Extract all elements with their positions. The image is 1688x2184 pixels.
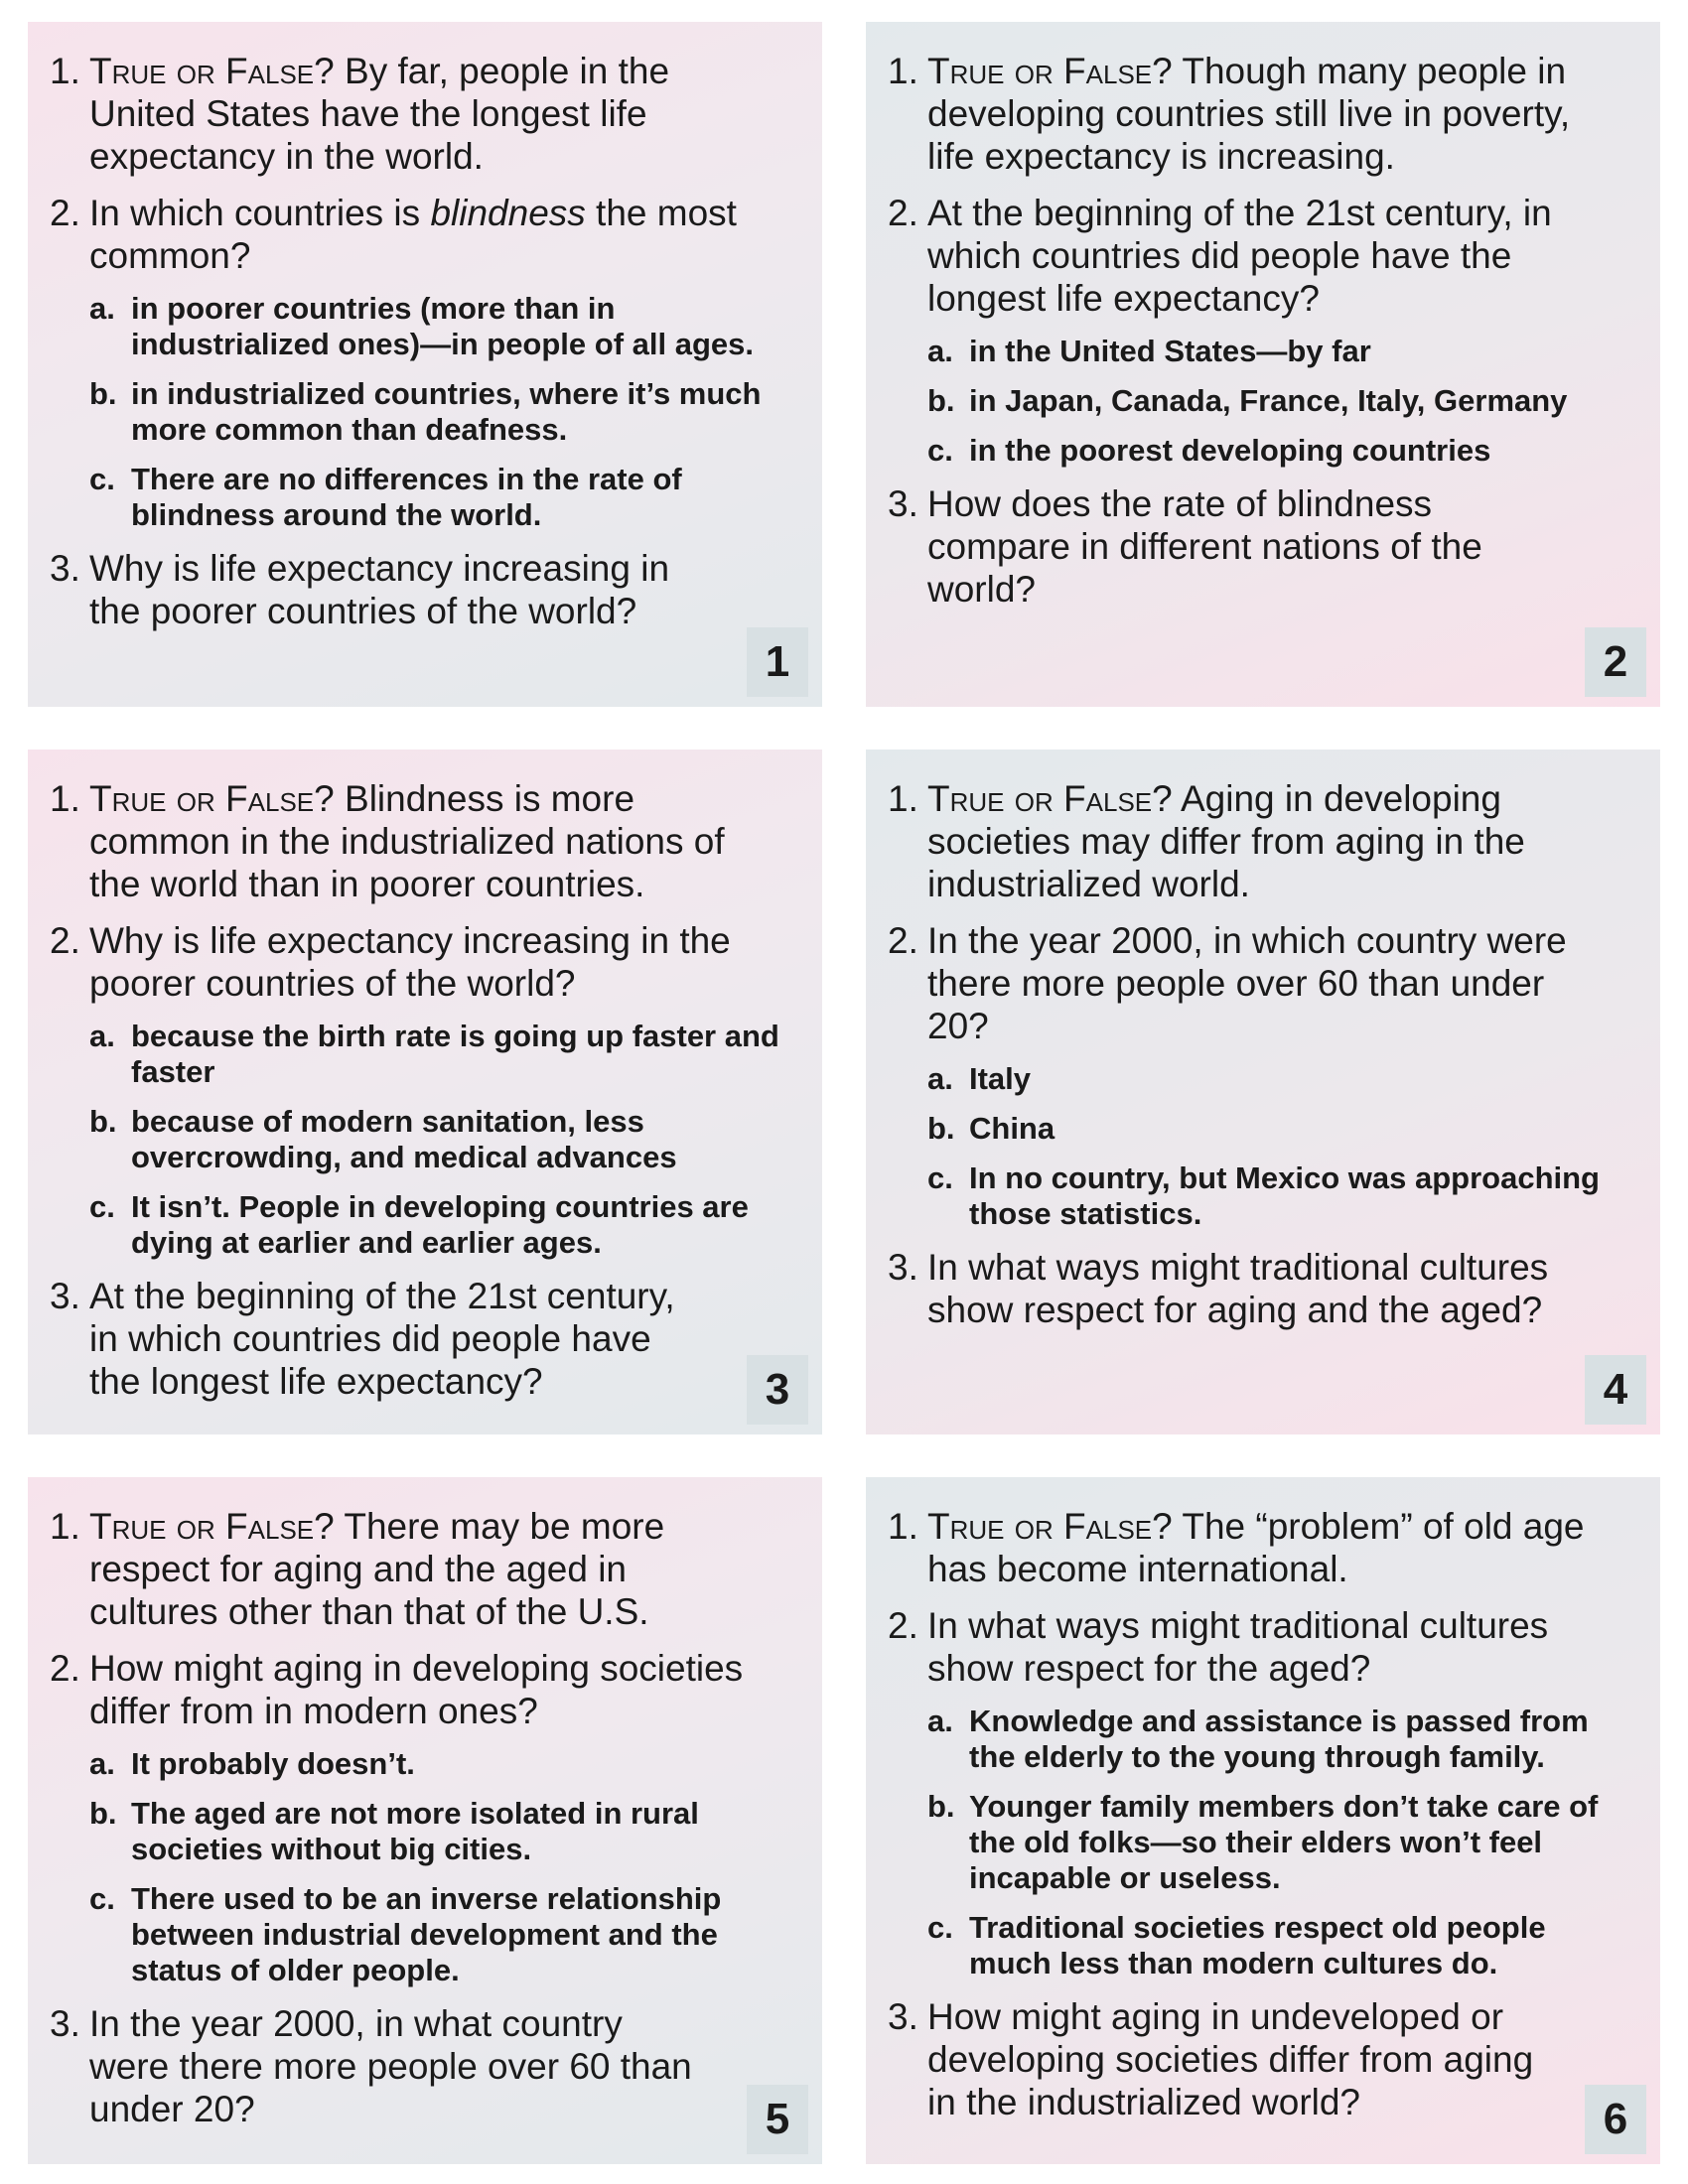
question-2 <box>888 192 1638 320</box>
question-card-4 <box>866 750 1660 1434</box>
question-number: 2. <box>50 193 80 233</box>
question-number: 1. <box>50 1506 80 1547</box>
answer-option-b: b. in Japan, Canada, France, Italy, Germany <box>927 383 1568 418</box>
answer-option-a: a. Knowledge and assistance is passed from the elderly to the young through family. <box>927 1704 1589 1774</box>
answer-options <box>89 291 800 533</box>
question-card-1 <box>28 22 822 707</box>
question-2 <box>50 192 800 277</box>
question-number: 3. <box>50 548 80 589</box>
answer-option-c: c. in the poorest developing countries <box>927 433 1491 468</box>
answer-option-a: a. Italy <box>927 1061 1032 1096</box>
card-number-badge: 4 <box>1585 1355 1646 1425</box>
question-2 <box>888 1604 1638 1690</box>
answer-option-c: c. It isn’t. People in developing countries are dying at earlier and earlier ages. <box>89 1189 749 1260</box>
question-2 <box>50 919 800 1005</box>
answer-option-c: c. There are no differences in the rate of blindness around the world. <box>89 462 682 532</box>
question-emphasis: blindness <box>430 193 586 233</box>
question-text: At the beginning of the 21st century, in which countries did people have the longest life expectancy? <box>927 193 1552 319</box>
question-3 <box>888 1246 1638 1331</box>
card-number-badge: 3 <box>747 1355 808 1425</box>
question-3 <box>50 1275 800 1403</box>
question-2 <box>888 919 1638 1047</box>
answer-option-a: a. in the United States—by far <box>927 334 1371 368</box>
answer-option-c: c. In no country, but Mexico was approaching those statistics. <box>927 1160 1600 1231</box>
question-text: Why is life expectancy increasing in the poorer countries of the world? <box>89 920 731 1004</box>
answer-options <box>89 1019 800 1261</box>
question-card-6 <box>866 1477 1660 2164</box>
answer-option-c: c. There used to be an inverse relationship between industrial development and the status of older people. <box>89 1881 722 1987</box>
question-number: 3. <box>50 2003 80 2044</box>
question-number: 1. <box>888 1506 918 1547</box>
question-number: 2. <box>888 193 918 233</box>
question-number: 3. <box>50 1276 80 1316</box>
answer-options <box>927 1061 1638 1232</box>
answer-options <box>89 1746 800 1988</box>
question-1 <box>888 777 1638 905</box>
question-text: How might aging in developing societies differ from in modern ones? <box>89 1648 744 1731</box>
question-text: In what ways might traditional cultures show respect for aging and the aged? <box>927 1247 1549 1330</box>
question-text: Though many people in developing countries still live in poverty, life expectancy is increasing. <box>927 51 1571 177</box>
question-number: 2. <box>50 1648 80 1689</box>
question-number: 3. <box>888 1247 918 1288</box>
question-text: In which countries is <box>89 193 431 233</box>
card-number-badge: 6 <box>1585 2085 1646 2154</box>
card-number-badge: 5 <box>747 2085 808 2154</box>
question-1 <box>888 1505 1638 1590</box>
question-3 <box>888 482 1638 611</box>
question-3 <box>50 2002 800 2130</box>
question-number: 3. <box>888 1996 918 2037</box>
answer-options <box>927 334 1638 469</box>
question-number: 1. <box>888 778 918 819</box>
card-number-badge: 2 <box>1585 627 1646 697</box>
answer-option-b: b. The aged are not more isolated in rural societies without big cities. <box>89 1796 699 1866</box>
answer-option-a: a. because the birth rate is going up faster and faster <box>89 1019 779 1089</box>
question-1 <box>888 50 1638 178</box>
true-false-label: True or False? <box>927 778 1173 819</box>
answer-option-b: b. because of modern sanitation, less overcrowding, and medical advances <box>89 1104 677 1174</box>
question-text: Blindness is more common in the industrialized nations of the world than in poorer countries. <box>89 778 725 904</box>
answer-option-c: c. Traditional societies respect old people much less than modern cultures do. <box>927 1910 1546 1980</box>
answer-option-b: b. China <box>927 1111 1055 1146</box>
question-1 <box>50 1505 800 1633</box>
question-number: 1. <box>50 778 80 819</box>
question-number: 2. <box>888 1605 918 1646</box>
question-card-2 <box>866 22 1660 707</box>
true-false-label: True or False? <box>927 1506 1173 1547</box>
answer-options <box>927 1704 1638 1981</box>
question-text: Why is life expectancy increasing in the poorer countries of the world? <box>89 548 670 631</box>
question-1 <box>50 777 800 905</box>
question-text: Aging in developing societies may differ from aging in the industrialized world. <box>927 778 1525 904</box>
question-number: 3. <box>888 483 918 524</box>
question-text: In the year 2000, in which country were there more people over 60 than under 20? <box>927 920 1567 1046</box>
question-text: How might aging in undeveloped or developing societies differ from aging in the industrialized world? <box>927 1996 1534 2122</box>
question-text: By far, people in the United States have the longest life expectancy in the world. <box>89 51 670 177</box>
true-false-label: True or False? <box>89 1506 335 1547</box>
answer-option-b: b. in industrialized countries, where it’s much more common than deafness. <box>89 376 762 447</box>
question-1 <box>50 50 800 178</box>
answer-option-b: b. Younger family members don’t take care of the old folks—so their elders won’t feel incapable or useless. <box>927 1789 1599 1895</box>
answer-option-a: a. in poorer countries (more than in industrialized ones)—in people of all ages. <box>89 291 754 361</box>
question-3 <box>888 1995 1638 2123</box>
true-false-label: True or False? <box>927 51 1173 91</box>
true-false-label: True or False? <box>89 778 335 819</box>
question-text: In the year 2000, in what country were there more people over 60 than under 20? <box>89 2003 692 2129</box>
card-number-badge: 1 <box>747 627 808 697</box>
question-text: In what ways might traditional cultures show respect for the aged? <box>927 1605 1549 1689</box>
question-text: the most common? <box>89 193 737 276</box>
question-text: At the beginning of the 21st century, in which countries did people have the longest life expectancy? <box>89 1276 675 1402</box>
question-card-5 <box>28 1477 822 2164</box>
question-number: 2. <box>888 920 918 961</box>
answer-option-a: a. It probably doesn’t. <box>89 1746 415 1781</box>
question-number: 1. <box>50 51 80 91</box>
question-number: 1. <box>888 51 918 91</box>
question-text: How does the rate of blindness compare in different nations of the world? <box>927 483 1482 610</box>
question-3 <box>50 547 800 632</box>
question-number: 2. <box>50 920 80 961</box>
question-text: The “problem” of old age has become international. <box>927 1506 1585 1589</box>
question-card-3 <box>28 750 822 1434</box>
question-2 <box>50 1647 800 1732</box>
true-false-label: True or False? <box>89 51 335 91</box>
question-text: There may be more respect for aging and the aged in cultures other than that of the U.S. <box>89 1506 665 1632</box>
